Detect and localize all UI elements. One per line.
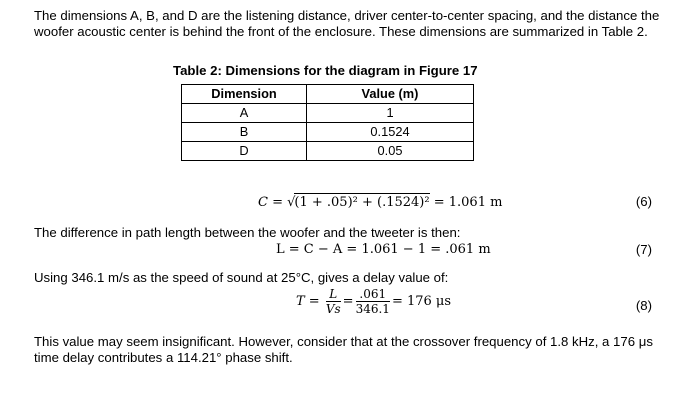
equation-6-radicand: (1 + .05)² + (.1524)² xyxy=(294,195,430,210)
fraction-l-over-vs xyxy=(326,287,341,316)
speed-of-sound-text: Using 346.1 m/s as the speed of sound at 25°C, gives a delay value of: xyxy=(34,270,449,285)
table-cell: 0.05 xyxy=(307,142,474,161)
fraction-numerator: .061 xyxy=(356,287,390,302)
equation-8: T = $\frac{L}{Vs}$ = $\frac{.061}{346.1}$ = 176 μs xyxy=(296,287,452,316)
equation-6 xyxy=(258,193,502,210)
table-cell: A xyxy=(182,104,307,123)
column-header-value: Value (m) xyxy=(307,85,474,104)
intro-paragraph: The dimensions A, B, and D are the listening distance, driver center-to-center spacing, and the distance the woofer acoustic center is behind the front of the enclosure. These dimensions are summarized in Table 2. xyxy=(34,8,660,39)
table-caption: Table 2: Dimensions for the diagram in Figure 17 xyxy=(173,63,478,78)
table-cell: B xyxy=(182,123,307,142)
equation-8-rhs: = 176 μs xyxy=(391,294,452,309)
fraction-denominator: Vs xyxy=(325,302,341,316)
equation-6-rhs: = 1.061 m xyxy=(429,195,503,210)
table-cell: 0.1524 xyxy=(307,123,474,142)
fraction-denominator: 346.1 xyxy=(355,302,390,316)
equation-6-number: (6) xyxy=(635,194,652,209)
equation-8-lhs: T = xyxy=(296,294,320,309)
path-difference-text: The difference in path length between the woofer and the tweeter is then: xyxy=(34,225,461,240)
table-cell: D xyxy=(182,142,307,161)
table-row xyxy=(182,142,474,161)
equation-7: L = C − A = 1.061 − 1 = .061 m xyxy=(276,242,491,257)
dimensions-table xyxy=(181,84,474,161)
fraction-values xyxy=(356,287,390,316)
table-row xyxy=(182,104,474,123)
sqrt-symbol: √ xyxy=(287,195,296,210)
equation-8-number: (8) xyxy=(635,298,652,313)
table-row xyxy=(182,123,474,142)
table-header-row xyxy=(182,85,474,104)
column-header-dimension: Dimension xyxy=(182,85,307,104)
closing-paragraph: This value may seem insignificant. However, consider that at the crossover frequency of 1.8 kHz, a 176 μs time delay contributes a 114.21° phase shift. xyxy=(34,334,653,365)
equation-6-lhs: C = xyxy=(258,195,288,210)
equation-7-number: (7) xyxy=(635,242,652,257)
fraction-numerator: L xyxy=(326,287,341,302)
table-cell: 1 xyxy=(307,104,474,123)
